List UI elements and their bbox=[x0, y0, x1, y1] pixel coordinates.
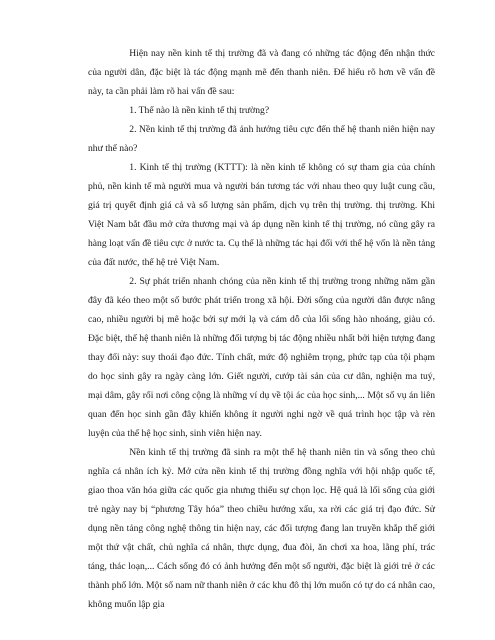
paragraph-answer-2: 2. Sự phát triển nhanh chóng của nền kinh tế thị trường trong những năm gần đây đã kéo theo một số bước phát triển trong xã hội. Đời sống của người dân được nâng cao, nhiều người bị mê hoặc bởi sự mới lạ và cám dỗ của lối sống hào nhoáng, giàu có. Đặc biệt, thế hệ thanh niên là những đối tượng bị tác động nhiều nhất bởi hiện tượng đang thay đổi này: suy thoái đạo đức. Tính chất, mức độ nghiêm trọng, phức tạp của tội phạm do học sinh gây ra ngày càng lớn. Giết người, cướp tài sản của cư dân, nghiện ma tuý, mại dâm, gây rối nơi công cộng là những ví dụ về tội ác của học sinh,... Một số vụ án liên quan đến học sinh gần đây khiến không ít người nghi ngờ về quá trình học tập và rèn luyện của thế hệ học sinh, sinh viên hiện nay. bbox=[88, 276, 435, 439]
question-2: 2. Nền kinh tế thị trường đã ảnh hưởng tiêu cực đến thế hệ thanh niên hiện nay như thế nào? bbox=[88, 124, 435, 154]
paragraph-intro: Hiện nay nền kinh tế thị trường đã và đang có những tác động đến nhận thức của người dân, đặc biệt là tác động mạnh mẽ đến thanh niên. Để hiểu rõ hơn về vấn đề này, ta cần phải làm rõ hai vấn đề sau: bbox=[88, 48, 435, 97]
paragraph-body: Nền kinh tế thị trường đã sinh ra một thế hệ thanh niên tin và sống theo chủ nghĩa cá nhân ích kỷ. Mở cửa nền kinh tế thị trường đồng nghĩa với hội nhập quốc tế, giao thoa văn hóa giữa các quốc gia nhưng thiếu sự chọn lọc. Hệ quả là lối sống của giới trẻ ngày nay bị “phương Tây hóa” theo chiều hướng xấu, xa rời các giá trị đạo đức. Sử dụng nền tảng công nghệ thông tin hiện nay, các đối tượng đang lan truyền khắp thế giới một thứ vật chất, chủ nghĩa cá nhân, thực dụng, đua đòi, ăn chơi xa hoa, lãng phí, trác táng, thác loạn,... Cách sống đó có ảnh hưởng đến một số người, đặc biệt là giới trẻ ở các thành phố lớn. Một số nam nữ thanh niên ở các khu đô thị lớn muốn có tự do cá nhân cao, không muốn lập gia bbox=[88, 447, 435, 610]
paragraph-answer-1: 1. Kinh tế thị trường (KTTT): là nền kinh tế không có sự tham gia của chính phủ, nền kinh tế mà người mua và người bán tương tác với nhau theo quy luật cung cầu, giá trị quyết định giá cả và số lượng sản phẩm, dịch vụ trên thị trường. thị trường. Khi Việt Nam bắt đầu mở cửa thương mại và áp dụng nền kinh tế thị trường, nó cũng gây ra hàng loạt vấn đề tiêu cực ở nước ta. Cụ thể là những tác hại đối với thế hệ vốn là nền tảng của đất nước, thế hệ trẻ Việt Nam. bbox=[88, 162, 435, 268]
question-1: 1. Thế nào là nền kinh tế thị trường? bbox=[129, 105, 270, 116]
